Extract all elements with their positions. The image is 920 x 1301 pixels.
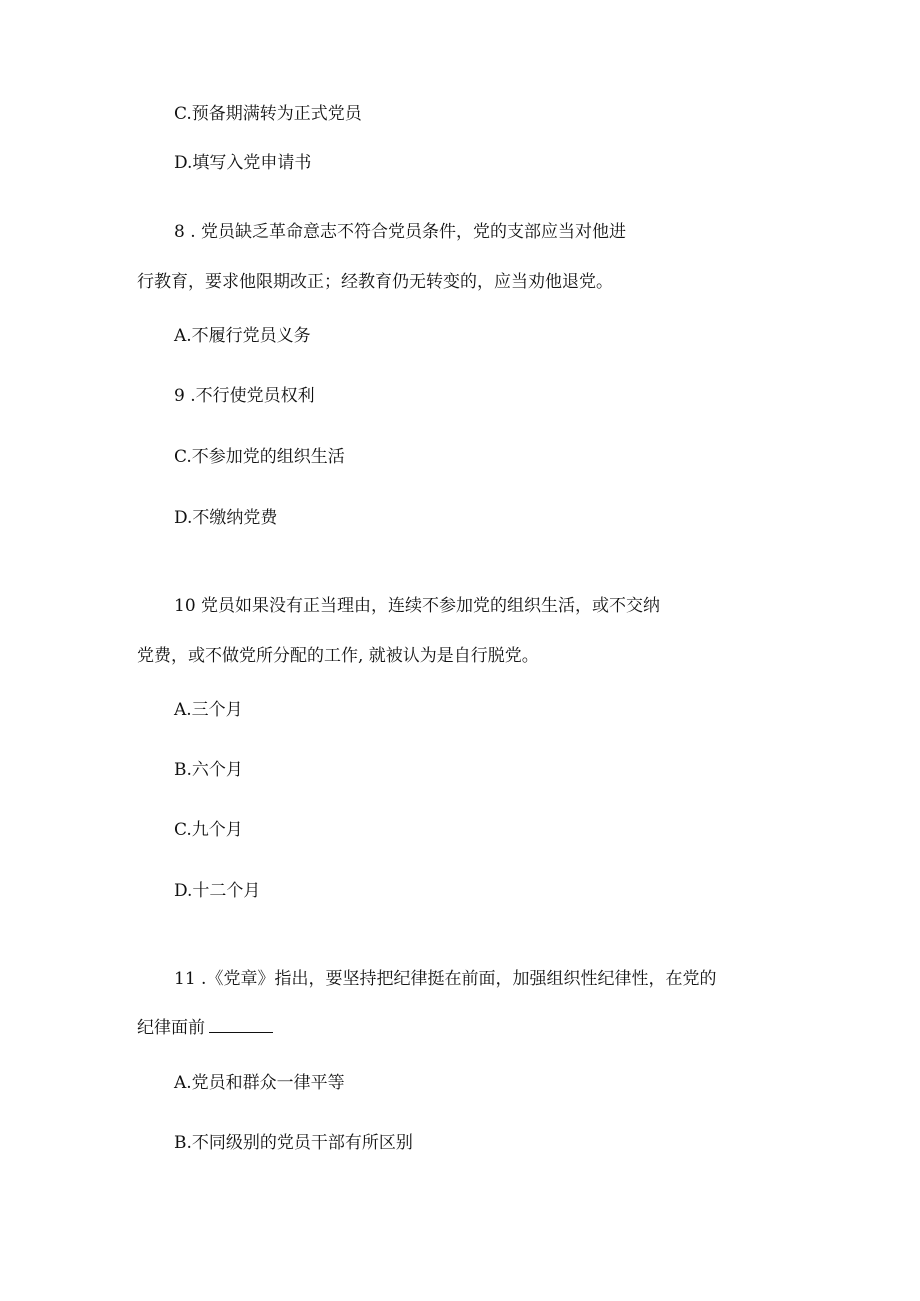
- question-10-line-1: 10 党员如果没有正当理由，连续不参加党的组织生活，或不交纳: [174, 596, 661, 616]
- option-d-line: D.填写入党申请书: [174, 153, 312, 173]
- option-c-line: C.预备期满转为正式党员: [174, 104, 362, 124]
- question-11-line-2: [137, 1016, 273, 1040]
- question-8-option-c: C.不参加党的组织生活: [174, 447, 345, 467]
- question-10-option-b: B.六个月: [174, 760, 243, 780]
- question-11-line-1: 11 .《党章》指出，要坚持把纪律挺在前面，加强组织性纪律性，在党的: [174, 969, 717, 989]
- question-10-option-a: A.三个月: [174, 700, 243, 720]
- question-9-line: 9 .不行使党员权利: [174, 386, 315, 406]
- question-10-line-2: 党费，或不做党所分配的工作, 就被认为是自行脱党。: [137, 646, 539, 666]
- question-11-line-2-text: 纪律面前: [137, 1018, 205, 1038]
- question-10-option-d: D.十二个月: [174, 881, 261, 901]
- question-11-option-b: B.不同级别的党员干部有所区别: [174, 1133, 413, 1153]
- answer-blank: [209, 1018, 273, 1033]
- question-8-option-a: A.不履行党员义务: [174, 326, 311, 346]
- question-10-option-c: C.九个月: [174, 820, 243, 840]
- question-8-option-d: D.不缴纳党费: [174, 508, 278, 528]
- question-8-line-1: 8 . 党员缺乏革命意志不符合党员条件，党的支部应当对他进: [174, 222, 627, 242]
- question-8-line-2: 行教育，要求他限期改正；经教育仍无转变的，应当劝他退党。: [137, 272, 613, 292]
- question-11-option-a: A.党员和群众一律平等: [174, 1073, 345, 1093]
